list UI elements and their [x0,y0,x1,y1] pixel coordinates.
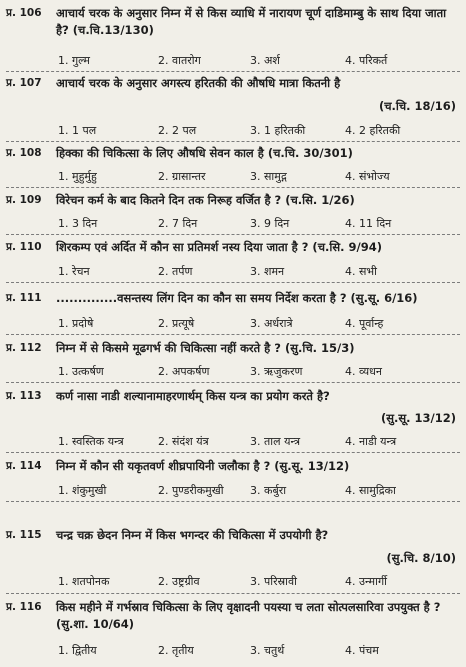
option-2: 2. पुण्डरीकमुखी [158,484,224,497]
question-text: निम्न में कौन सी यकृतवर्ण शीघ्रपायिनी जलौका है ? (सु.सू. 13/12) [56,459,350,473]
option-3: 3. ताल यन्त्र [250,435,301,448]
option-4: 4. पंचम [345,644,379,657]
question-number: प्र. 113 [6,390,42,402]
option-1: 1. प्रदोषे [58,317,94,330]
options-110 [0,264,466,280]
question-text: चन्द्र चक्र छेदन निम्न में किस भगन्दर की चिकित्सा में उपयोगी है? [56,528,329,542]
option-2: 2. अपकर्षण [158,365,210,378]
option-4: 4. उन्मार्गी [345,575,387,588]
option-2: 2. उष्ट्रग्रीव [158,575,200,588]
option-1: 1. 3 दिन [58,217,98,230]
question-text: विरेचन कर्म के बाद कितने दिन तक निरूह वर्जित है ? (च.सि. 1/26) [56,193,355,207]
option-2: 2. तर्पण [158,265,193,278]
options-109 [0,216,466,232]
option-4: 4. 11 दिन [345,217,392,230]
options-108 [0,169,466,185]
divider [6,141,460,142]
option-3: 3. चतुर्थ [250,644,285,657]
options-107 [0,123,466,139]
divider [6,282,460,283]
option-3: 3. 1 हरितकी [250,124,306,137]
option-2: 2. संदंश यंत्र [158,435,209,448]
option-4: 4. संभोज्य [345,170,390,183]
question-reference: (सु.सू. 13/12) [380,411,456,425]
divider [6,71,460,72]
divider [6,452,460,453]
question-number: प्र. 116 [6,601,42,613]
option-3: 3. शमन [250,265,285,278]
option-4: 4. नाडी यन्त्र [345,435,397,448]
question-number: प्र. 112 [6,342,42,354]
option-3: 3. सामुद्ग [250,170,287,183]
question-number: प्र. 111 [6,292,42,304]
option-4: 4. पूर्वान्ह [345,317,384,330]
option-4: 4. 2 हरितकी [345,124,401,137]
question-reference: (सु.चि. 8/10) [386,551,456,565]
option-3: 3. 9 दिन [250,217,290,230]
question-text: शिरकम्प एवं अर्दित में कौन सा प्रतिमर्श नस्य दिया जाता है ? (च.सि. 9/94) [56,240,382,254]
option-1: 1. रेचन [58,265,90,278]
question-number: प्र. 114 [6,460,42,472]
option-4: 4. सभी [345,265,378,278]
options-116 [0,643,466,659]
question-number: प्र. 109 [6,194,42,206]
options-113 [0,434,466,450]
divider [6,501,460,502]
option-1: 1. शंकुमुखी [58,484,107,497]
question-reference: (च.चि. 18/16) [378,99,456,113]
question-text: ..............वसन्तस्य लिंग दिन का कौन सा समय निर्देश करता है ? (सु.सू. 6/16) [56,291,418,305]
question-number: प्र. 106 [6,7,42,19]
question-text: किस महीने में गर्भस्राव चिकित्सा के लिए वृक्षादनी पयस्या च लता सोत्पलसारिवा उपयुक्त है ? (सु.शा. 10/64) [56,600,441,631]
option-1: 1. स्वस्तिक यन्त्र [58,435,124,448]
option-1: 1. द्वितीय [58,644,97,657]
question-number: प्र. 107 [6,77,42,89]
option-3: 3. अर्धरात्रे [250,317,293,330]
option-2: 2. तृतीय [158,644,194,657]
question-text: निम्न में से किसमे मूढगर्भ की चिकित्सा नहीं करते है ? (सु.चि. 15/3) [56,341,355,355]
option-3: 3. परिस्रावी [250,575,297,588]
option-1: 1. उत्कर्षण [58,365,104,378]
question-number: प्र. 115 [6,529,42,541]
question-text: हिक्का की चिकित्सा के लिए औषधि सेवन काल है (च.चि. 30/301) [56,146,353,160]
divider [6,382,460,383]
divider [6,593,460,594]
question-number: प्र. 108 [6,147,42,159]
option-1: 1. मुहुर्मुहु [58,170,97,183]
option-2: 2. 7 दिन [158,217,198,230]
divider [6,187,460,188]
divider [6,234,460,235]
option-3: 3. अर्श [250,54,280,67]
option-1: 1. गुल्म [58,54,90,67]
question-number: प्र. 110 [6,241,42,253]
option-2: 2. 2 पल [158,124,197,137]
options-111 [0,316,466,332]
option-4: 4. सामुद्रिका [345,484,396,497]
options-112 [0,364,466,380]
option-2: 2. ग्रासान्तर [158,170,206,183]
question-text: आचार्य चरक के अनुसार निम्न में से किस व्याधि में नारायण चूर्ण दाडिमाम्बु के साथ दिया जाता है? (च.चि.13/130) [56,6,447,37]
options-106 [0,53,466,69]
option-3: 3. ऋजुकरण [250,365,303,378]
question-text: आचार्य चरक के अनुसार अगस्त्य हरितकी की औषधि मात्रा कितनी है [56,76,341,90]
option-4: 4. व्यधन [345,365,383,378]
option-3: 3. कर्बुरा [250,484,287,497]
option-4: 4. परिकर्त [345,54,388,67]
options-114 [0,483,466,499]
options-115 [0,574,466,590]
option-2: 2. प्रत्यूषे [158,317,195,330]
option-2: 2. वातरोग [158,54,201,67]
option-1: 1. 1 पल [58,124,97,137]
question-text: कर्ण नासा नाडी शल्यानामाहरणार्थम् किस यन्त्र का प्रयोग करते है? [56,389,330,403]
divider [6,334,460,335]
option-1: 1. शतपोनक [58,575,110,588]
